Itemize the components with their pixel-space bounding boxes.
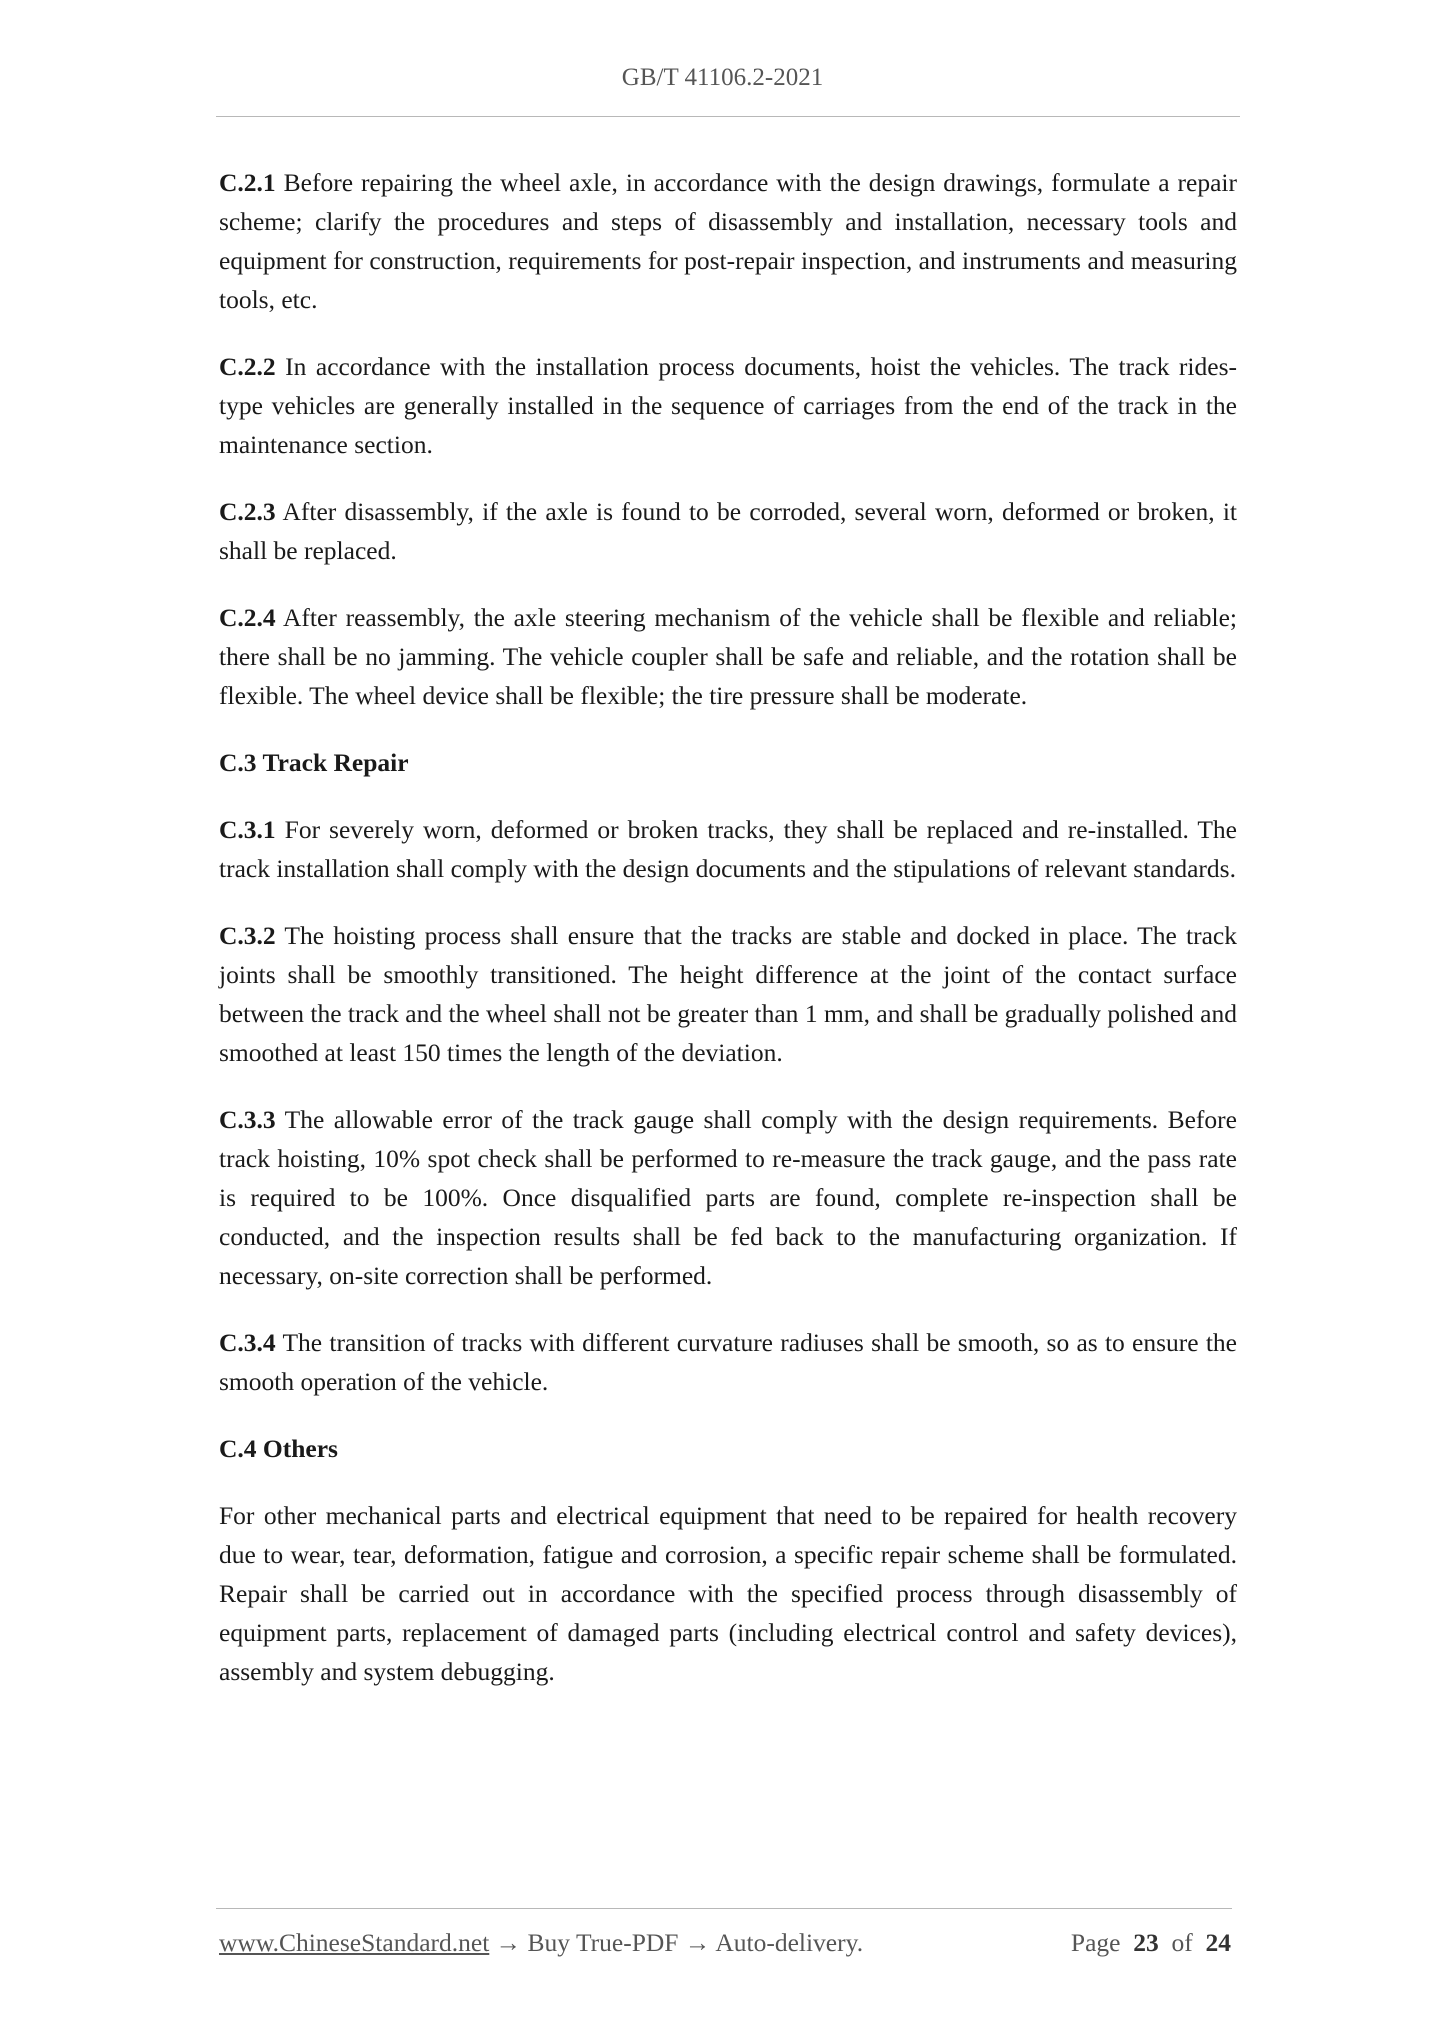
clause-text: The transition of tracks with different curvature radiuses shall be smooth, so as to ensure the smooth operation of the vehicle. (219, 1328, 1237, 1396)
clause-number: C.3.3 (219, 1105, 276, 1134)
clause-c-4-text: For other mechanical parts and electrical equipment that need to be repaired for health recovery due to wear, tear, deformation, fatigue and corrosion, a specific repair scheme shall be formulated. Repair shall be carried out in accordance with the specified process through disassembly of equipment parts, replacement of damaged parts (including electrical control and safety devices), assembly and system debugging. (219, 1501, 1237, 1686)
header-divider (216, 116, 1240, 117)
clause-number: C.3.4 (219, 1328, 276, 1357)
arrow-right-icon: → (495, 1928, 522, 1957)
clause-text: After disassembly, if the axle is found to be corroded, several worn, deformed or broken, it shall be replaced. (219, 497, 1237, 565)
clause-c-3-1 (219, 810, 1237, 888)
clause-text: After reassembly, the axle steering mechanism of the vehicle shall be flexible and reliable; there shall be no jamming. The vehicle coupler shall be safe and reliable, and the rotation shall be flexible. The wheel device shall be flexible; the tire pressure shall be moderate. (219, 603, 1237, 710)
footer-promo (219, 1928, 863, 1958)
clause-text: For severely worn, deformed or broken tracks, they shall be replaced and re-installed. The track installation shall comply with the design documents and the stipulations of relevant standards. (219, 815, 1237, 883)
clause-text: Before repairing the wheel axle, in accordance with the design drawings, formulate a repair scheme; clarify the procedures and steps of disassembly and installation, necessary tools and equipment for construction, requirements for post-repair inspection, and instruments and measuring tools, etc. (219, 168, 1237, 314)
document-footer (219, 1928, 1231, 1964)
clause-c-2-2 (219, 347, 1237, 464)
current-page-number: 23 (1133, 1928, 1159, 1957)
clause-number: C.3.2 (219, 921, 276, 950)
clause-number: C.2.1 (219, 168, 276, 197)
page-label: Page (1070, 1928, 1121, 1957)
standard-code: GB/T 41106.2-2021 (621, 64, 824, 91)
clause-text: The hoisting process shall ensure that the tracks are stable and docked in place. The track joints shall be smoothly transitioned. The height difference at the joint of the contact surface between the track and the wheel shall not be greater than 1 mm, and shall be gradually polished and smoothed at least 150 times the length of the deviation. (219, 921, 1237, 1067)
clause-c-3-4 (219, 1323, 1237, 1401)
clause-c-3-2 (219, 916, 1237, 1072)
auto-delivery-text: Auto-delivery. (715, 1928, 864, 1957)
arrow-right-icon: → (684, 1928, 711, 1957)
total-pages-number: 24 (1205, 1928, 1231, 1957)
clause-c-2-1 (219, 163, 1237, 319)
clause-number: C.3.1 (219, 815, 276, 844)
clause-text: The allowable error of the track gauge shall comply with the design requirements. Before track hoisting, 10% spot check shall be performed to re-measure the track gauge, and the pass rate is required to be 100%. Once disqualified parts are found, complete re-inspection shall be conducted, and the inspection results shall be fed back to the manufacturing organization. If necessary, on-site correction shall be performed. (219, 1105, 1237, 1290)
clause-number: C.2.2 (219, 352, 276, 381)
clause-c-3-3 (219, 1100, 1237, 1295)
page-indicator (1071, 1928, 1231, 1958)
document-header (0, 64, 1445, 92)
clause-text: In accordance with the installation process documents, hoist the vehicles. The track rides-type vehicles are generally installed in the sequence of carriages from the end of the track in the maintenance section. (219, 352, 1237, 459)
page-body (219, 163, 1237, 1719)
section-heading-c-4: C.4 Others (219, 1434, 338, 1463)
clause-number: C.2.4 (219, 603, 276, 632)
clause-c-2-4 (219, 598, 1237, 715)
footer-divider (216, 1908, 1232, 1909)
section-heading-c-3: C.3 Track Repair (219, 748, 409, 777)
website-link[interactable]: www.ChineseStandard.net (219, 1928, 490, 1957)
clause-number: C.2.3 (219, 497, 276, 526)
buy-pdf-text: Buy True-PDF (527, 1928, 679, 1957)
of-label: of (1171, 1928, 1193, 1957)
clause-c-2-3 (219, 492, 1237, 570)
